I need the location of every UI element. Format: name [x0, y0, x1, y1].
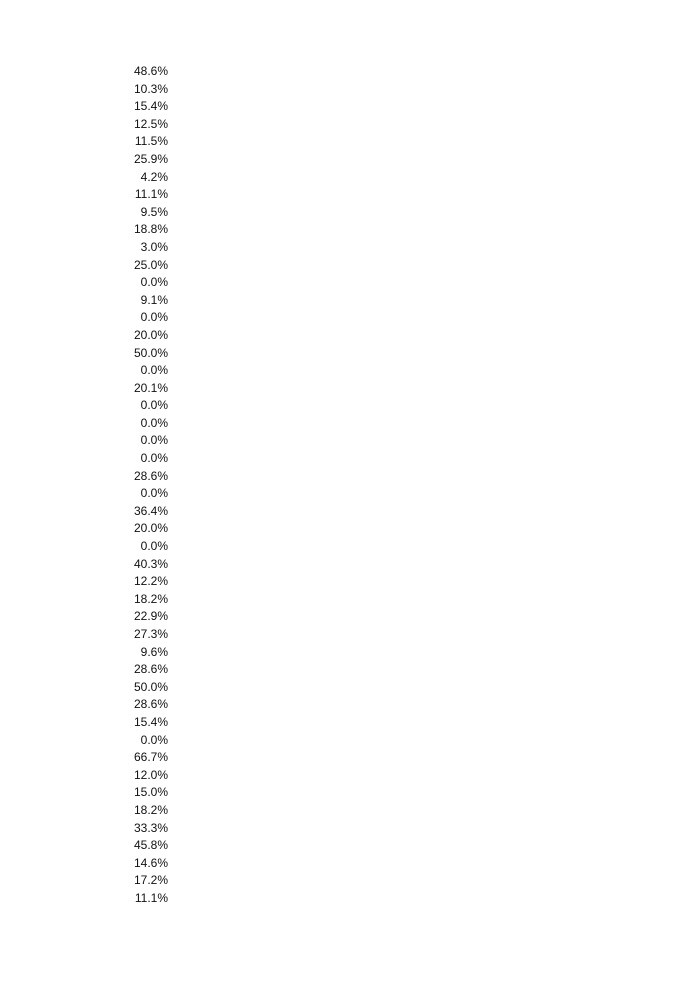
- percentage-cell: 11.1%: [134, 187, 168, 202]
- percentage-cell: 50.0%: [133, 345, 168, 360]
- percentage-cell: 0.0%: [140, 433, 168, 448]
- percentage-cell: 9.1%: [140, 292, 168, 307]
- percentage-cell: 36.4%: [133, 503, 168, 518]
- percentage-cell: 11.1%: [134, 890, 168, 905]
- percentage-cell: 25.0%: [133, 257, 168, 272]
- percentage-cell: 33.3%: [133, 820, 168, 835]
- percentage-cell: 66.7%: [133, 750, 168, 765]
- percentage-cell: 25.9%: [133, 151, 168, 166]
- percentage-cell: 15.0%: [133, 785, 168, 800]
- percentage-cell: 50.0%: [133, 679, 168, 694]
- percentage-cell: 0.0%: [140, 398, 168, 413]
- percentage-cell: 48.6%: [133, 64, 168, 78]
- percentage-cell: 22.9%: [133, 609, 168, 624]
- percentage-cell: 12.2%: [133, 574, 168, 589]
- percentage-cell: 0.0%: [140, 310, 168, 325]
- percentage-cell: 28.6%: [133, 468, 168, 483]
- percentage-cell: 28.6%: [133, 662, 168, 677]
- percentage-cell: 18.2%: [133, 802, 168, 817]
- percentage-cell: 28.6%: [133, 697, 168, 712]
- percentage-cell: 0.0%: [140, 415, 168, 430]
- percentage-cell: 15.4%: [133, 99, 168, 114]
- percentage-cell: 18.8%: [133, 222, 168, 237]
- percentage-cell: 20.1%: [133, 380, 168, 395]
- percentage-cell: 9.6%: [140, 644, 168, 659]
- percentage-cell: 0.0%: [140, 451, 168, 466]
- percentage-cell: 27.3%: [133, 627, 168, 641]
- percentage-cell: 12.0%: [133, 767, 168, 782]
- percentage-cell: 20.0%: [133, 327, 168, 342]
- percentage-cell: 3.0%: [140, 239, 168, 254]
- percentage-column: [118, 63, 168, 908]
- percentage-cell: 10.3%: [133, 81, 168, 96]
- percentage-cell: 17.2%: [133, 873, 168, 888]
- percentage-cell: 11.5%: [134, 134, 168, 149]
- percentage-cell: 0.0%: [140, 486, 168, 501]
- percentage-cell: 0.0%: [140, 275, 168, 290]
- percentage-cell: 0.0%: [140, 363, 168, 378]
- percentage-cell: 4.2%: [140, 169, 168, 184]
- percentage-cell: 18.2%: [133, 591, 168, 606]
- percentage-cell: 15.4%: [133, 714, 168, 729]
- percentage-cell: 45.8%: [133, 838, 168, 853]
- percentage-cell: 12.5%: [133, 116, 168, 131]
- percentage-cell: 14.6%: [133, 855, 168, 870]
- percentage-cell: 9.5%: [140, 204, 168, 219]
- percentage-cell: 20.0%: [133, 521, 168, 536]
- percentage-cell: 0.0%: [140, 539, 168, 554]
- percentage-cell: 0.0%: [140, 732, 168, 747]
- percentage-cell: 40.3%: [133, 556, 168, 571]
